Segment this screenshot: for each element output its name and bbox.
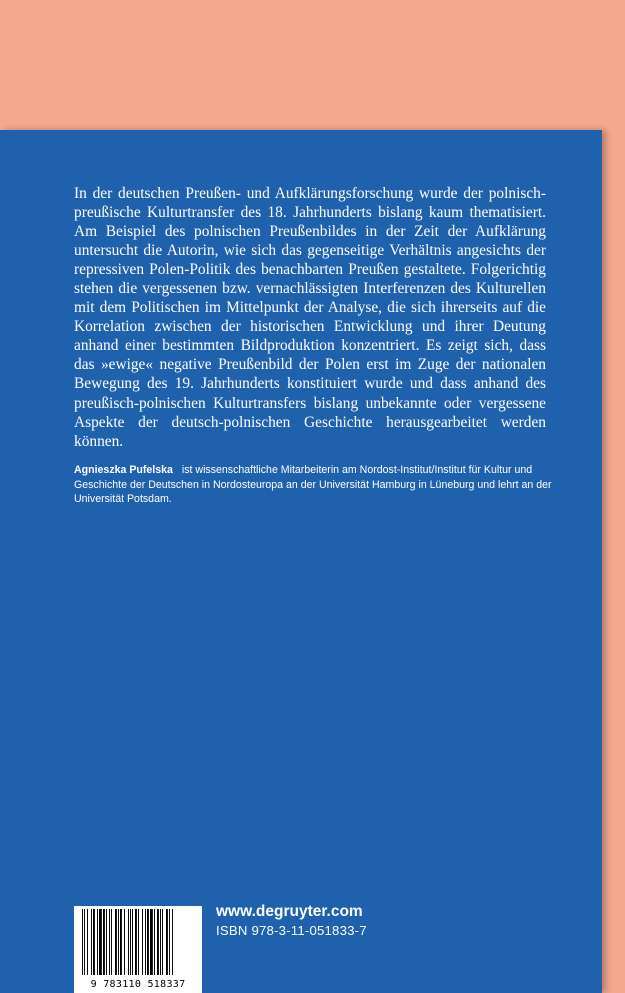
- back-cover: [0, 130, 602, 993]
- isbn-barcode: [74, 906, 202, 993]
- blurb-text: In der deutschen Preußen- und Aufklärungsforschung wurde der polnisch-preußische Kulturtransfer des 18. Jahrhunderts bislang kaum thematisiert. Am Beispiel des polnischen Preußenbildes in der Zeit der Aufklärung untersucht die Autorin, wie sich das gegenseitige Verhältnis angesichts der repressiven Polen-Politik des benachbarten Preußen gestaltete. Folgerichtig stehen die vergessenen bzw. vernachlässigten Interferenzen des Kulturellen mit dem Politischen im Mittelpunkt der Analyse, die sich ihrerseits auf die Korrelation zwischen der historischen Entwicklung und ihrer Deutung anhand einer bestimmten Bildproduktion konzentriert. Es zeigt sich, dass das »ewige« negative Preußenbild der Polen erst im Zuge der nationalen Bewegung des 19. Jahrhunderts konstituiert wurde und dass anhand des preußisch-polnischen Kulturtransfers bislang unbekannte oder vergessene Aspekte der deutsch-polnischen Geschichte herausgearbeitet werden können.: [74, 185, 546, 450]
- publisher-url: www.degruyter.com: [216, 903, 363, 920]
- author-name: Agnieszka Pufelska: [74, 464, 173, 476]
- barcode-bars: [74, 906, 202, 978]
- isbn-number: ISBN 978-3-11-051833-7: [216, 923, 367, 938]
- barcode-digits: 9 783110 518337: [90, 979, 186, 990]
- author-note: [74, 463, 574, 507]
- author-bio: ist wissenschaftliche Mitarbeiterin am Nordost-Institut/Institut für Kultur und Geschichte der Deutschen in Nordosteuropa an der Universität Hamburg in Lüneburg und lehrt an der Universität Potsdam.: [74, 464, 552, 505]
